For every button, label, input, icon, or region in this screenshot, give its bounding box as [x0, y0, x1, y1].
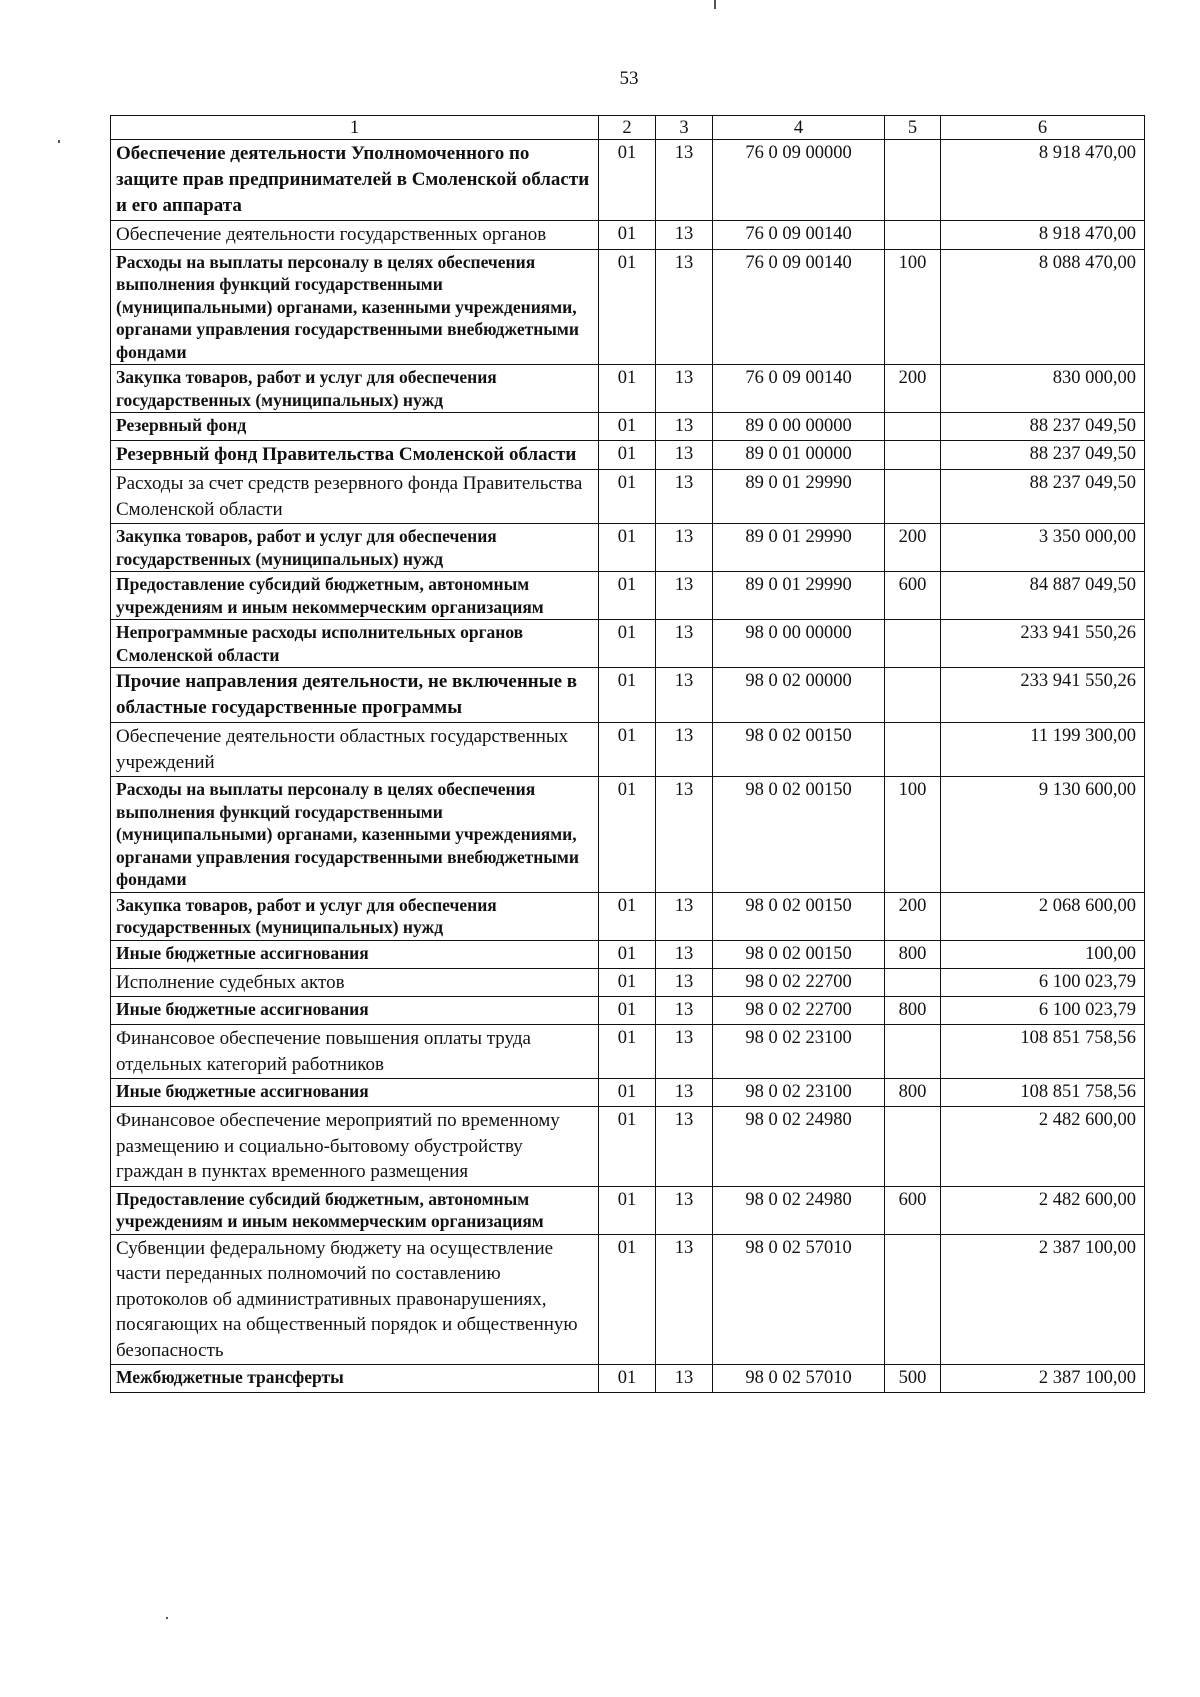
row-subsection-cell: 13 [656, 1365, 713, 1393]
row-amount-cell: 233 941 550,26 [941, 620, 1145, 668]
header-col-3: 3 [656, 116, 713, 140]
row-section-cell: 01 [599, 997, 656, 1025]
table-row [111, 940, 1145, 968]
row-target-code-cell: 76 0 09 00140 [713, 249, 885, 365]
row-subsection-cell: 13 [656, 524, 713, 572]
row-subsection-cell: 13 [656, 1186, 713, 1234]
row-expense-type-cell [885, 221, 941, 250]
row-expense-type-cell [885, 1107, 941, 1187]
row-target-code-cell: 89 0 01 29990 [713, 572, 885, 620]
row-section-cell: 01 [599, 572, 656, 620]
row-amount-cell: 2 482 600,00 [941, 1107, 1145, 1187]
row-section-cell: 01 [599, 413, 656, 441]
row-target-code-cell: 98 0 02 00150 [713, 777, 885, 893]
row-expense-type-cell [885, 413, 941, 441]
row-amount-cell: 6 100 023,79 [941, 968, 1145, 997]
row-target-code-cell: 98 0 02 00000 [713, 668, 885, 723]
table-row [111, 524, 1145, 572]
row-amount-cell: 2 387 100,00 [941, 1234, 1145, 1365]
table-row [111, 1107, 1145, 1187]
table-row [111, 1079, 1145, 1107]
row-target-code-cell: 98 0 00 00000 [713, 620, 885, 668]
row-section-cell: 01 [599, 470, 656, 524]
row-amount-cell: 233 941 550,26 [941, 668, 1145, 723]
row-subsection-cell: 13 [656, 892, 713, 940]
row-target-code-cell: 98 0 02 00150 [713, 892, 885, 940]
row-section-cell: 01 [599, 365, 656, 413]
row-expense-type-cell [885, 470, 941, 524]
row-name-cell: Межбюджетные трансферты [111, 1365, 599, 1393]
row-target-code-cell: 76 0 09 00140 [713, 221, 885, 250]
table-row [111, 365, 1145, 413]
row-expense-type-cell: 200 [885, 365, 941, 413]
row-name-cell: Иные бюджетные ассигнования [111, 940, 599, 968]
row-subsection-cell: 13 [656, 1107, 713, 1187]
row-name-cell: Прочие направления деятельности, не включенные в областные государственные программы [111, 668, 599, 723]
row-name-cell: Расходы на выплаты персоналу в целях обеспечения выполнения функций государственными (муниципальными) органами, казенными учреждениями, органами управления государственными внебюджетными фондами [111, 249, 599, 365]
page-number: 53 [619, 68, 639, 89]
row-expense-type-cell: 200 [885, 524, 941, 572]
row-section-cell: 01 [599, 1365, 656, 1393]
row-section-cell: 01 [599, 1079, 656, 1107]
row-target-code-cell: 89 0 01 29990 [713, 524, 885, 572]
header-col-6: 6 [941, 116, 1145, 140]
row-target-code-cell: 98 0 02 24980 [713, 1186, 885, 1234]
row-subsection-cell: 13 [656, 723, 713, 777]
row-expense-type-cell [885, 1025, 941, 1079]
row-target-code-cell: 89 0 01 00000 [713, 441, 885, 470]
row-section-cell: 01 [599, 777, 656, 893]
row-name-cell: Резервный фонд Правительства Смоленской области [111, 441, 599, 470]
row-amount-cell: 9 130 600,00 [941, 777, 1145, 893]
row-amount-cell: 3 350 000,00 [941, 524, 1145, 572]
row-subsection-cell: 13 [656, 968, 713, 997]
row-section-cell: 01 [599, 668, 656, 723]
row-expense-type-cell [885, 620, 941, 668]
table-row [111, 1234, 1145, 1365]
table-row [111, 1025, 1145, 1079]
row-amount-cell: 2 482 600,00 [941, 1186, 1145, 1234]
row-amount-cell: 2 068 600,00 [941, 892, 1145, 940]
row-target-code-cell: 76 0 09 00140 [713, 365, 885, 413]
table-body [111, 140, 1145, 1393]
row-name-cell: Расходы за счет средств резервного фонда Правительства Смоленской области [111, 470, 599, 524]
header-col-2: 2 [599, 116, 656, 140]
table-header [111, 116, 1145, 140]
table-row [111, 1186, 1145, 1234]
row-name-cell: Субвенции федеральному бюджету на осуществление части переданных полномочий по составлению протоколов об административных правонарушениях, посягающих на общественный порядок и общественную безопасность [111, 1234, 599, 1365]
row-amount-cell: 84 887 049,50 [941, 572, 1145, 620]
row-target-code-cell: 98 0 02 23100 [713, 1079, 885, 1107]
row-amount-cell: 2 387 100,00 [941, 1365, 1145, 1393]
row-subsection-cell: 13 [656, 668, 713, 723]
row-expense-type-cell [885, 441, 941, 470]
row-amount-cell: 11 199 300,00 [941, 723, 1145, 777]
row-section-cell: 01 [599, 723, 656, 777]
row-name-cell: Закупка товаров, работ и услуг для обеспечения государственных (муниципальных) нужд [111, 524, 599, 572]
budget-table-container [110, 115, 1144, 1393]
row-section-cell: 01 [599, 1107, 656, 1187]
row-name-cell: Расходы на выплаты персоналу в целях обеспечения выполнения функций государственными (муниципальными) органами, казенными учреждениями, органами управления государственными внебюджетными фондами [111, 777, 599, 893]
row-name-cell: Иные бюджетные ассигнования [111, 1079, 599, 1107]
table-row [111, 620, 1145, 668]
header-row [111, 116, 1145, 140]
row-subsection-cell: 13 [656, 1234, 713, 1365]
row-amount-cell: 8 918 470,00 [941, 221, 1145, 250]
row-section-cell: 01 [599, 221, 656, 250]
row-subsection-cell: 13 [656, 777, 713, 893]
row-subsection-cell: 13 [656, 470, 713, 524]
row-subsection-cell: 13 [656, 620, 713, 668]
table-row [111, 441, 1145, 470]
row-subsection-cell: 13 [656, 1025, 713, 1079]
row-expense-type-cell [885, 723, 941, 777]
row-subsection-cell: 13 [656, 572, 713, 620]
row-name-cell: Предоставление субсидий бюджетным, автономным учреждениям и иным некоммерческим организациям [111, 572, 599, 620]
row-expense-type-cell [885, 968, 941, 997]
row-name-cell: Обеспечение деятельности Уполномоченного по защите прав предпринимателей в Смоленской области и его аппарата [111, 140, 599, 221]
row-target-code-cell: 76 0 09 00000 [713, 140, 885, 221]
table-row [111, 470, 1145, 524]
row-name-cell: Финансовое обеспечение мероприятий по временному размещению и социально-бытовому обустройству граждан в пунктах временного размещения [111, 1107, 599, 1187]
row-amount-cell: 88 237 049,50 [941, 413, 1145, 441]
row-name-cell: Финансовое обеспечение повышения оплаты труда отдельных категорий работников [111, 1025, 599, 1079]
row-target-code-cell: 98 0 02 00150 [713, 940, 885, 968]
row-name-cell: Предоставление субсидий бюджетным, автономным учреждениям и иным некоммерческим организациям [111, 1186, 599, 1234]
row-subsection-cell: 13 [656, 940, 713, 968]
row-name-cell: Закупка товаров, работ и услуг для обеспечения государственных (муниципальных) нужд [111, 892, 599, 940]
row-name-cell: Непрограммные расходы исполнительных органов Смоленской области [111, 620, 599, 668]
row-section-cell: 01 [599, 249, 656, 365]
row-amount-cell: 100,00 [941, 940, 1145, 968]
row-subsection-cell: 13 [656, 249, 713, 365]
row-expense-type-cell: 500 [885, 1365, 941, 1393]
row-expense-type-cell: 800 [885, 1079, 941, 1107]
row-name-cell: Резервный фонд [111, 413, 599, 441]
row-amount-cell: 88 237 049,50 [941, 441, 1145, 470]
row-target-code-cell: 98 0 02 57010 [713, 1365, 885, 1393]
row-name-cell: Исполнение судебных актов [111, 968, 599, 997]
row-subsection-cell: 13 [656, 140, 713, 221]
row-target-code-cell: 89 0 01 29990 [713, 470, 885, 524]
row-section-cell: 01 [599, 968, 656, 997]
row-name-cell: Закупка товаров, работ и услуг для обеспечения государственных (муниципальных) нужд [111, 365, 599, 413]
table-row [111, 968, 1145, 997]
row-amount-cell: 108 851 758,56 [941, 1025, 1145, 1079]
budget-table [110, 115, 1145, 1393]
row-section-cell: 01 [599, 1186, 656, 1234]
header-col-5: 5 [885, 116, 941, 140]
row-expense-type-cell [885, 140, 941, 221]
row-section-cell: 01 [599, 620, 656, 668]
row-section-cell: 01 [599, 1025, 656, 1079]
row-section-cell: 01 [599, 524, 656, 572]
table-row [111, 249, 1145, 365]
row-expense-type-cell: 800 [885, 997, 941, 1025]
row-expense-type-cell [885, 1234, 941, 1365]
row-expense-type-cell: 600 [885, 572, 941, 620]
table-row [111, 140, 1145, 221]
row-amount-cell: 8 088 470,00 [941, 249, 1145, 365]
row-subsection-cell: 13 [656, 1079, 713, 1107]
scan-artifact [714, 0, 716, 9]
row-amount-cell: 830 000,00 [941, 365, 1145, 413]
row-section-cell: 01 [599, 140, 656, 221]
row-subsection-cell: 13 [656, 997, 713, 1025]
row-amount-cell: 6 100 023,79 [941, 997, 1145, 1025]
table-row [111, 413, 1145, 441]
row-amount-cell: 88 237 049,50 [941, 470, 1145, 524]
row-subsection-cell: 13 [656, 365, 713, 413]
row-target-code-cell: 98 0 02 22700 [713, 997, 885, 1025]
row-expense-type-cell: 100 [885, 249, 941, 365]
table-row [111, 892, 1145, 940]
table-row [111, 777, 1145, 893]
header-col-1: 1 [111, 116, 599, 140]
row-target-code-cell: 98 0 02 00150 [713, 723, 885, 777]
row-name-cell: Обеспечение деятельности государственных органов [111, 221, 599, 250]
row-target-code-cell: 98 0 02 57010 [713, 1234, 885, 1365]
row-expense-type-cell: 800 [885, 940, 941, 968]
row-name-cell: Иные бюджетные ассигнования [111, 997, 599, 1025]
row-subsection-cell: 13 [656, 221, 713, 250]
row-subsection-cell: 13 [656, 441, 713, 470]
row-expense-type-cell: 600 [885, 1186, 941, 1234]
row-amount-cell: 108 851 758,56 [941, 1079, 1145, 1107]
row-target-code-cell: 98 0 02 22700 [713, 968, 885, 997]
row-subsection-cell: 13 [656, 413, 713, 441]
scan-artifact [166, 1617, 168, 1619]
row-expense-type-cell [885, 668, 941, 723]
row-target-code-cell: 98 0 02 23100 [713, 1025, 885, 1079]
row-amount-cell: 8 918 470,00 [941, 140, 1145, 221]
row-expense-type-cell: 100 [885, 777, 941, 893]
table-row [111, 668, 1145, 723]
row-target-code-cell: 89 0 00 00000 [713, 413, 885, 441]
row-section-cell: 01 [599, 441, 656, 470]
table-row [111, 572, 1145, 620]
table-row [111, 1365, 1145, 1393]
row-section-cell: 01 [599, 1234, 656, 1365]
table-row [111, 997, 1145, 1025]
row-name-cell: Обеспечение деятельности областных государственных учреждений [111, 723, 599, 777]
table-row [111, 723, 1145, 777]
header-col-4: 4 [713, 116, 885, 140]
row-section-cell: 01 [599, 940, 656, 968]
table-row [111, 221, 1145, 250]
row-expense-type-cell: 200 [885, 892, 941, 940]
row-target-code-cell: 98 0 02 24980 [713, 1107, 885, 1187]
scan-artifact [58, 140, 60, 143]
row-section-cell: 01 [599, 892, 656, 940]
